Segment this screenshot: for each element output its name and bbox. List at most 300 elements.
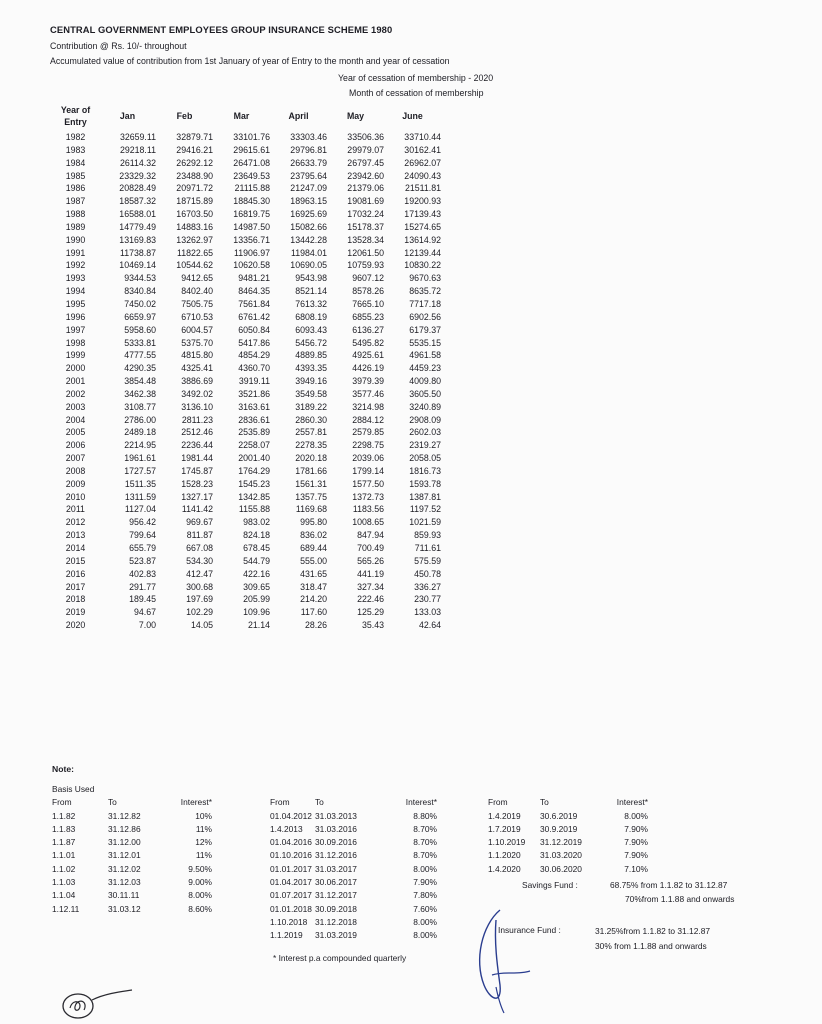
- entry-year-cell: 2020: [65, 620, 86, 631]
- rate-row: [52, 849, 212, 862]
- month-header-feb: Feb: [176, 111, 193, 121]
- value-cell: 1197.52: [409, 504, 441, 515]
- value-cell: 1021.59: [409, 517, 441, 528]
- value-cell: 2860.30: [295, 414, 327, 425]
- rate-row: [270, 903, 437, 916]
- table-row: [52, 426, 441, 439]
- value-cell: 700.49: [357, 543, 384, 553]
- value-cell: 19081.69: [347, 196, 384, 207]
- value-cell: 21379.06: [347, 183, 384, 194]
- entry-year-cell: 1984: [65, 157, 86, 168]
- spacer-row: [270, 783, 437, 796]
- table-row: [52, 465, 441, 478]
- value-cell: 847.94: [357, 530, 384, 541]
- value-cell: 29796.81: [290, 144, 327, 155]
- month-header-jan: Jan: [119, 111, 136, 121]
- rate-to-cell: 30.09.2018: [315, 903, 357, 914]
- rate-interest-cell: 8.80%: [413, 810, 437, 821]
- value-cell: 16925.69: [290, 209, 327, 220]
- interest-header: Interest*: [405, 797, 437, 808]
- value-cell: 2319.27: [409, 440, 441, 451]
- basis-row: [52, 783, 212, 796]
- rate-interest-cell: 8.00%: [413, 916, 437, 927]
- value-cell: 23649.53: [233, 170, 270, 181]
- value-cell: 14987.50: [233, 221, 270, 232]
- value-cell: 711.61: [414, 543, 441, 553]
- value-cell: 24090.43: [404, 170, 441, 181]
- value-cell: 21247.09: [290, 183, 327, 194]
- month-header-mar: Mar: [233, 111, 250, 121]
- rate-row: [52, 876, 212, 889]
- table-row: [52, 555, 441, 568]
- value-cell: 9481.21: [238, 273, 270, 284]
- entry-year-cell: 2002: [65, 388, 86, 399]
- entry-year-cell: 2019: [65, 607, 86, 618]
- value-cell: 3605.50: [409, 388, 441, 399]
- value-cell: 2811.23: [181, 414, 213, 425]
- rate-to-cell: 31.12.2019: [540, 837, 582, 848]
- rate-to-cell: 31.12.03: [108, 877, 141, 888]
- entry-year-cell: 1997: [65, 324, 86, 335]
- value-cell: 4426.19: [352, 363, 384, 374]
- entry-year-cell: 1987: [65, 196, 86, 207]
- rate-from-cell: 1.1.04: [52, 890, 76, 901]
- rate-from-cell: 01.04.2017: [270, 877, 312, 888]
- value-cell: 318.47: [300, 581, 327, 592]
- rate-interest-cell: 7.80%: [413, 890, 437, 901]
- interest-header: Interest*: [180, 797, 212, 808]
- value-cell: 575.59: [414, 555, 441, 566]
- value-cell: 26292.12: [176, 157, 213, 168]
- entry-year-cell: 2011: [66, 504, 85, 515]
- rate-from-cell: 1.10.2018: [270, 916, 308, 927]
- table-row: [52, 234, 441, 247]
- spacer-row: [488, 783, 648, 796]
- value-cell: 450.78: [414, 568, 441, 579]
- value-cell: 3189.22: [295, 401, 327, 412]
- value-cell: 18715.89: [176, 196, 213, 207]
- value-cell: 32659.11: [119, 132, 156, 142]
- value-cell: 9412.65: [181, 273, 213, 284]
- value-cell: 1311.59: [124, 491, 156, 502]
- from-header: From: [488, 797, 508, 808]
- rate-row: [270, 836, 437, 849]
- value-cell: 11822.65: [176, 247, 213, 258]
- savings-fund-rate-2: 70%from 1.1.88 and onwards: [625, 894, 735, 904]
- table-row: [52, 375, 441, 388]
- rate-interest-cell: 11%: [195, 850, 212, 861]
- value-cell: 15178.37: [347, 221, 384, 232]
- value-cell: 4009.80: [409, 376, 441, 387]
- value-cell: 3163.61: [238, 401, 270, 412]
- value-cell: 33303.46: [290, 132, 327, 142]
- rate-from-cell: 01.07.2017: [270, 890, 312, 901]
- rate-row: [52, 889, 212, 902]
- value-cell: 2602.03: [409, 427, 441, 438]
- from-header: From: [52, 797, 72, 808]
- value-cell: 4360.70: [238, 363, 270, 374]
- value-cell: 3214.98: [352, 401, 384, 412]
- value-cell: 14.05: [190, 620, 213, 631]
- to-header: To: [315, 797, 324, 808]
- rate-from-cell: 1.1.01: [52, 850, 76, 861]
- entry-year-cell: 2009: [65, 478, 86, 489]
- value-cell: 8402.40: [181, 286, 213, 297]
- value-cell: 19200.93: [404, 196, 441, 207]
- value-cell: 1169.68: [295, 504, 327, 515]
- table-row: [52, 414, 441, 427]
- value-cell: 2258.07: [238, 440, 270, 451]
- value-cell: 15274.65: [404, 221, 441, 232]
- page-number-mark: [58, 986, 138, 1022]
- value-cell: 2557.81: [295, 427, 327, 438]
- value-cell: 4815.80: [181, 350, 213, 361]
- value-cell: 2489.18: [124, 427, 156, 438]
- value-cell: 18845.30: [233, 196, 270, 207]
- value-cell: 667.08: [186, 543, 213, 553]
- table-row: [52, 298, 441, 311]
- value-cell: 18587.32: [119, 196, 156, 207]
- entry-year-cell: 1986: [65, 183, 86, 194]
- value-cell: 9543.98: [295, 273, 327, 284]
- cessation-year: Year of cessation of membership - 2020: [338, 73, 494, 83]
- rate-interest-cell: 8.70%: [413, 850, 437, 861]
- rate-row: [488, 823, 648, 836]
- value-cell: 3886.69: [181, 376, 213, 387]
- rate-from-cell: 1.10.2019: [488, 837, 526, 848]
- value-cell: 9607.12: [352, 273, 384, 284]
- value-cell: 336.27: [414, 581, 441, 592]
- value-cell: 412.47: [186, 568, 213, 579]
- entry-year-cell: 2012: [65, 517, 86, 528]
- rate-from-cell: 1.4.2020: [488, 863, 521, 874]
- value-cell: 10469.14: [119, 260, 156, 271]
- rate-interest-cell: 7.90%: [624, 837, 648, 848]
- value-cell: 5375.70: [181, 337, 213, 348]
- rate-to-cell: 30.09.2016: [315, 837, 357, 848]
- value-cell: 300.68: [186, 581, 213, 592]
- value-cell: 12061.50: [347, 247, 384, 258]
- value-cell: 29979.07: [347, 144, 384, 155]
- rate-interest-cell: 11%: [195, 823, 212, 834]
- value-cell: 1155.88: [238, 504, 270, 515]
- rate-from-cell: 1.1.03: [52, 877, 76, 888]
- value-cell: 1981.44: [181, 453, 213, 464]
- value-cell: 6050.84: [238, 324, 270, 335]
- table-row: [52, 388, 441, 401]
- value-cell: 3462.38: [124, 388, 156, 399]
- rate-row: [52, 836, 212, 849]
- value-cell: 2298.75: [352, 440, 384, 451]
- table-row: [52, 401, 441, 414]
- entry-year-cell: 2016: [65, 568, 86, 579]
- value-cell: 8578.26: [352, 286, 384, 297]
- value-cell: 3979.39: [352, 376, 384, 387]
- rate-to-cell: 30.11.11: [108, 890, 140, 901]
- value-cell: 4925.61: [352, 350, 384, 361]
- value-cell: 8521.14: [295, 286, 327, 297]
- rate-row: [270, 889, 437, 902]
- value-cell: 6659.97: [124, 311, 156, 322]
- entry-year-cell: 2017: [65, 581, 86, 592]
- value-cell: 983.02: [243, 517, 270, 528]
- value-cell: 6136.27: [352, 324, 384, 335]
- month-header-april: April: [288, 111, 309, 121]
- table-row: [52, 170, 441, 183]
- value-cell: 2908.09: [409, 414, 441, 425]
- table-row: [52, 503, 441, 516]
- value-cell: 7613.32: [295, 298, 327, 309]
- rate-row: [488, 836, 648, 849]
- entry-year-cell: 2010: [65, 491, 86, 502]
- table-row: [52, 568, 441, 581]
- value-cell: 102.29: [186, 607, 213, 618]
- table-row: [52, 259, 441, 272]
- value-cell: 6808.19: [295, 311, 327, 322]
- value-cell: 2786.00: [124, 414, 156, 425]
- value-cell: 21.14: [247, 620, 270, 631]
- value-cell: 2278.35: [295, 440, 327, 451]
- value-cell: 26797.45: [347, 157, 384, 168]
- table-row: [52, 208, 441, 221]
- entry-year-cell: 2004: [65, 414, 86, 425]
- rate-from-cell: 01.01.2018: [270, 903, 312, 914]
- value-cell: 824.18: [243, 530, 270, 541]
- value-cell: 13528.34: [347, 234, 384, 245]
- rate-to-cell: 31.12.2018: [315, 916, 357, 927]
- value-cell: 2020.18: [295, 453, 327, 464]
- rate-to-cell: 31.12.2017: [315, 890, 357, 901]
- value-cell: 1511.35: [124, 478, 156, 489]
- value-cell: 1561.31: [295, 478, 327, 489]
- value-cell: 5456.72: [295, 337, 327, 348]
- value-cell: 16588.01: [119, 209, 156, 220]
- entry-year-cell: 1989: [65, 221, 86, 232]
- rate-to-cell: 31.12.2016: [315, 850, 357, 861]
- rate-from-cell: 01.04.2016: [270, 837, 312, 848]
- value-cell: 13169.83: [119, 234, 156, 245]
- table-row: [52, 285, 441, 298]
- value-cell: 12139.44: [404, 247, 441, 258]
- value-cell: 1387.81: [409, 491, 441, 502]
- table-row: [52, 195, 441, 208]
- rate-row: [270, 916, 437, 929]
- entry-year-cell: 1991: [65, 247, 86, 258]
- value-cell: 8340.84: [124, 286, 156, 297]
- rate-from-cell: 1.4.2019: [488, 810, 521, 821]
- rate-interest-cell: 12%: [195, 837, 212, 848]
- table-row: [52, 311, 441, 324]
- value-cell: 4459.23: [409, 363, 441, 374]
- basis-used-label: Basis Used: [52, 784, 95, 794]
- rate-to-cell: 30.6.2019: [540, 810, 578, 821]
- entry-year-cell: 1999: [65, 350, 86, 361]
- table-row: [52, 362, 441, 375]
- entry-year-cell: 2018: [65, 594, 86, 605]
- rate-from-cell: 1.1.2020: [488, 850, 521, 861]
- entry-year-cell: 1994: [65, 286, 86, 297]
- table-row: [52, 619, 441, 632]
- value-cell: 29218.11: [119, 144, 156, 155]
- value-cell: 2884.12: [352, 414, 384, 425]
- table-row: [52, 337, 441, 350]
- rate-to-cell: 31.12.01: [108, 850, 141, 861]
- value-cell: 7717.18: [409, 298, 441, 309]
- table-row: [52, 221, 441, 234]
- value-cell: 222.46: [357, 594, 384, 605]
- value-cell: 4889.85: [295, 350, 327, 361]
- rate-row: [270, 863, 437, 876]
- value-cell: 21115.88: [234, 183, 270, 194]
- value-cell: 1961.61: [124, 453, 156, 464]
- rate-interest-cell: 8.00%: [188, 890, 212, 901]
- entry-year-cell: 2015: [65, 555, 86, 566]
- value-cell: 214.20: [300, 594, 327, 605]
- value-cell: 1745.87: [181, 465, 213, 476]
- rate-from-cell: 1.1.02: [52, 863, 76, 874]
- value-cell: 26114.32: [119, 157, 156, 168]
- value-cell: 230.77: [414, 594, 441, 605]
- value-cell: 23795.64: [290, 170, 327, 181]
- rate-row: [270, 849, 437, 862]
- value-cell: 29416.21: [176, 144, 213, 155]
- table-row: [52, 452, 441, 465]
- table-row: [52, 529, 441, 542]
- value-cell: 2058.05: [409, 453, 441, 464]
- entry-year-cell: 1993: [65, 273, 86, 284]
- value-cell: 6004.57: [181, 324, 213, 335]
- value-cell: 5333.81: [124, 337, 156, 348]
- rate-to-cell: 31.12.82: [108, 810, 141, 821]
- value-cell: 10620.58: [233, 260, 270, 271]
- value-cell: 117.60: [300, 607, 327, 618]
- rate-from-cell: 01.01.2017: [270, 863, 312, 874]
- value-cell: 4854.29: [238, 350, 270, 361]
- value-cell: 859.93: [414, 530, 441, 541]
- value-cell: 689.44: [300, 543, 327, 553]
- value-cell: 16703.50: [176, 209, 213, 220]
- value-cell: 10759.93: [347, 260, 384, 271]
- rate-to-cell: 31.03.12: [108, 903, 141, 914]
- value-cell: 3240.89: [409, 401, 441, 412]
- entry-year-cell: 1988: [65, 209, 86, 220]
- value-cell: 1141.42: [181, 504, 213, 515]
- value-cell: 109.96: [243, 607, 270, 618]
- rates-body-2: [270, 810, 437, 943]
- table-row: [52, 272, 441, 285]
- scheme-title: CENTRAL GOVERNMENT EMPLOYEES GROUP INSURANCE SCHEME 1980: [50, 24, 393, 35]
- value-cell: 544.79: [243, 555, 270, 566]
- value-cell: 799.64: [129, 530, 156, 541]
- value-cell: 21511.81: [404, 183, 441, 194]
- value-cell: 94.67: [133, 607, 156, 618]
- rate-interest-cell: 9.00%: [188, 877, 212, 888]
- rate-row: [488, 863, 648, 876]
- value-cell: 1799.14: [352, 465, 384, 476]
- value-cell: 6902.56: [409, 311, 441, 322]
- value-cell: 969.67: [186, 517, 213, 528]
- table-row: [52, 247, 441, 260]
- value-cell: 7.00: [138, 620, 156, 631]
- value-cell: 3549.58: [295, 388, 327, 399]
- value-cell: 1008.65: [352, 517, 384, 528]
- value-cell: 836.02: [300, 530, 327, 541]
- month-header-may: May: [346, 111, 365, 121]
- rate-from-cell: 1.1.87: [52, 837, 76, 848]
- rate-interest-cell: 8.70%: [413, 823, 437, 834]
- table-row: [52, 144, 441, 157]
- value-cell: 956.42: [129, 517, 156, 528]
- rate-to-cell: 31.12.86: [108, 823, 141, 834]
- rate-interest-cell: 9.50%: [188, 863, 212, 874]
- value-cell: 441.19: [357, 568, 384, 579]
- value-cell: 7561.84: [238, 298, 270, 309]
- value-cell: 3577.46: [352, 388, 384, 399]
- value-cell: 422.16: [243, 568, 270, 579]
- rate-interest-cell: 8.00%: [413, 930, 437, 941]
- entry-year-cell: 1992: [65, 260, 86, 271]
- rate-to-cell: 31.03.2019: [315, 930, 357, 941]
- entry-year-cell: 2001: [65, 376, 86, 387]
- value-cell: 3919.11: [238, 376, 270, 387]
- table-row: [52, 516, 441, 529]
- rate-row: [488, 849, 648, 862]
- rate-to-cell: 31.03.2017: [315, 863, 357, 874]
- rate-interest-cell: 8.70%: [413, 837, 437, 848]
- value-cell: 15082.66: [290, 221, 327, 232]
- value-cell: 35.43: [361, 620, 384, 631]
- value-cell: 33506.36: [347, 132, 384, 142]
- value-cell: 11738.87: [119, 247, 156, 258]
- table-row: [52, 349, 441, 362]
- value-cell: 2836.61: [238, 414, 270, 425]
- value-cell: 17139.43: [404, 209, 441, 220]
- rate-to-cell: 31.03.2013: [315, 810, 357, 821]
- value-cell: 26471.08: [233, 157, 270, 168]
- rate-to-cell: 31.03.2020: [540, 850, 582, 861]
- rate-to-cell: 30.06.2017: [315, 877, 357, 888]
- table-row: [52, 542, 441, 555]
- rate-interest-cell: 8.00%: [413, 863, 437, 874]
- rate-interest-cell: 7.60%: [413, 903, 437, 914]
- entry-year-cell: 1996: [65, 311, 86, 322]
- month-header-june: June: [402, 111, 423, 121]
- value-cell: 5417.86: [238, 337, 270, 348]
- entry-year-cell: 2007: [65, 453, 86, 464]
- rate-interest-cell: 7.10%: [624, 863, 648, 874]
- rate-interest-cell: 7.90%: [624, 850, 648, 861]
- contribution-rate: Contribution @ Rs. 10/- throughout: [50, 41, 187, 51]
- value-cell: 33101.76: [233, 132, 270, 142]
- rate-interest-cell: 8.00%: [624, 810, 648, 821]
- rate-row: [52, 823, 212, 836]
- entry-year-cell: 2014: [65, 543, 86, 553]
- value-cell: 26633.79: [290, 157, 327, 168]
- entry-year-cell: 2013: [65, 530, 86, 541]
- value-cell: 6179.37: [409, 324, 441, 335]
- value-cell: 678.45: [243, 543, 270, 553]
- entry-year-cell: 2000: [65, 363, 86, 374]
- insurance-fund-rate-2: 30% from 1.1.88 and onwards: [595, 941, 707, 951]
- rate-row: [270, 929, 437, 942]
- rate-from-cell: 01.10.2016: [270, 850, 312, 861]
- value-cell: 4393.35: [295, 363, 327, 374]
- value-cell: 1127.04: [124, 504, 156, 515]
- value-cell: 2579.85: [352, 427, 384, 438]
- value-cell: 11906.97: [233, 247, 270, 258]
- value-cell: 4777.55: [124, 350, 156, 361]
- year-of-entry-header: Year of Entry: [60, 105, 91, 127]
